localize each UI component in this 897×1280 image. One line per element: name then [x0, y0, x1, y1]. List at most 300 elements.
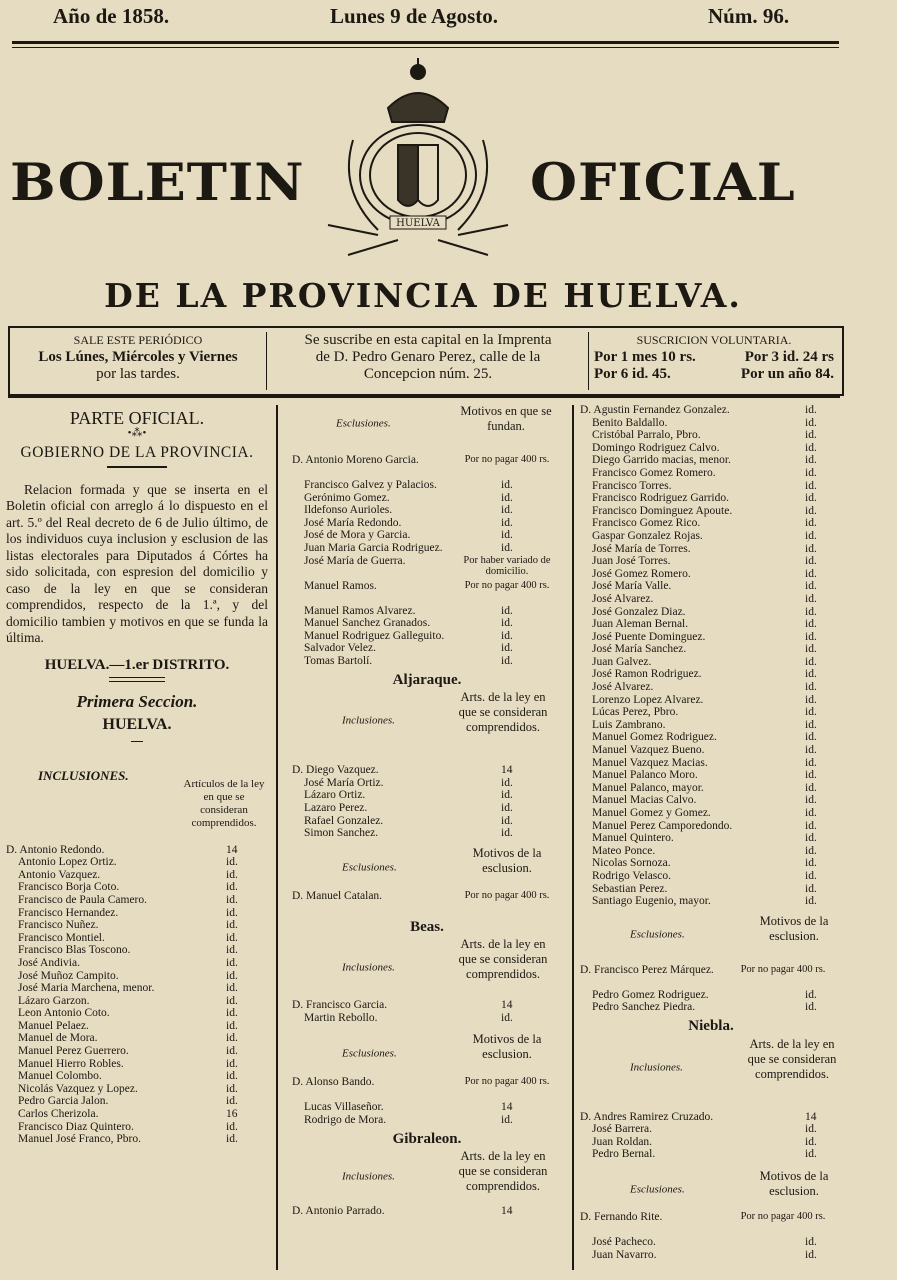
huelva-inclusiones-list: [6, 844, 268, 1146]
title-right: OFICIAL: [530, 151, 796, 213]
person-name: Tomas Bartolí.: [304, 654, 373, 667]
person-name: José María de Torres.: [592, 542, 691, 555]
person-name: Francisco Borja Coto.: [18, 881, 120, 894]
list-item: [580, 1111, 842, 1124]
list-item: [580, 568, 842, 581]
intro-paragraph: Relacion formada y que se inserta en el Boletin oficial con arreglo á lo dispuesto en el art. 5.º del Real decreto de 6 de Julio último, de los individuos cuya inclusion y esclusion de las listas electorales para Diputados á Córtes ha sido solicitada, con espresion del domicilio y caso de la ley en que se consideran comprendidos, respecto de la 1.ª, y del domicilio tambien y motivos en que se funda la última.: [6, 481, 268, 646]
person-name: Manuel José Franco, Pbro.: [18, 1133, 141, 1146]
esclusiones-header: [580, 914, 842, 956]
list-item: [580, 782, 842, 795]
list-item: [6, 932, 268, 945]
gobierno-heading: GOBIERNO DE LA PROVINCIA.: [20, 444, 254, 462]
info-mid-line: de D. Pedro Genaro Perez, calle de la: [315, 349, 541, 365]
person-name: Pedro Sanchez Piedra.: [592, 1001, 696, 1014]
reference: id.: [501, 1114, 513, 1127]
list-item: [6, 869, 268, 882]
person-name: Juan Maria Garcia Rodriguez.: [304, 541, 443, 554]
reference: id.: [501, 629, 513, 642]
info-left-line: Los Lúnes, Miércoles y Viernes: [38, 349, 238, 365]
person-name: Francisco Torres.: [592, 479, 672, 492]
list-item: [292, 529, 562, 542]
list-item: [6, 995, 268, 1008]
list-item: [580, 794, 842, 807]
reference: id.: [226, 856, 238, 869]
person-name: José María de Guerra.: [304, 554, 406, 567]
reference: Por no pagar 400 rs.: [464, 889, 550, 901]
reference: 14: [805, 1110, 817, 1123]
person-name: José Ramon Rodriguez.: [592, 668, 702, 681]
esclusiones-note: Motivos de la esclusion.: [759, 1168, 829, 1198]
person-name: Antonio Vazquez.: [18, 868, 101, 881]
parte-oficial-heading: PARTE OFICIAL.: [69, 408, 205, 428]
list-item: [580, 1001, 842, 1014]
person-name: Pedro Gomez Rodriguez.: [592, 988, 709, 1001]
list-item: [6, 1045, 268, 1058]
seccion-heading: Primera Seccion.: [76, 692, 198, 712]
price: Por 1 mes 10 rs.: [594, 349, 696, 365]
person-name: Manuel Vazquez Bueno.: [592, 744, 705, 757]
esclusiones-label: Esclusiones.: [630, 1183, 685, 1196]
reference: id.: [805, 756, 817, 769]
list-item: [580, 857, 842, 870]
list-item: [580, 820, 842, 833]
reference: Por no pagar 400 rs.: [464, 579, 550, 591]
person-name: José María Sanchez.: [592, 643, 687, 656]
ornament: •⁂•: [127, 426, 147, 439]
person-name: Santiago Eugenio, mayor.: [592, 895, 711, 908]
esclusiones-header: [292, 404, 562, 444]
reference: id.: [226, 1057, 238, 1070]
reference: id.: [501, 654, 513, 667]
list-item: [580, 744, 842, 757]
reference: id.: [501, 479, 513, 491]
inclusiones-note: Arts. de la ley en que se consideran comprendidos.: [458, 690, 548, 735]
reference: id.: [226, 931, 238, 944]
reference: id.: [501, 529, 513, 542]
person-name: Manuel Macias Calvo.: [592, 794, 697, 807]
list-item: [580, 442, 842, 455]
reference: id.: [226, 1095, 238, 1108]
huelva-heading: HUELVA.: [102, 715, 172, 733]
list-item: [580, 593, 842, 606]
person-name: Francisco Rodriguez Garrido.: [592, 492, 730, 505]
column-3: [580, 404, 842, 1261]
list-item: [292, 655, 562, 668]
list-item: [580, 895, 842, 908]
reference: id.: [805, 492, 817, 505]
list-item: [292, 1101, 562, 1114]
list-item: [580, 505, 842, 518]
list-item: [6, 970, 268, 983]
reference: id.: [226, 956, 238, 969]
box-bottom-rule: [8, 396, 840, 398]
person-name: Nicolás Vazquez y Lopez.: [18, 1082, 138, 1095]
esclusiones-header: [580, 1169, 842, 1211]
column-1: [6, 404, 268, 1146]
reference: id.: [501, 642, 513, 655]
reference: id.: [805, 454, 817, 467]
aljaraque-inclusiones-list: [292, 764, 562, 840]
divider: [107, 466, 167, 468]
reference: id.: [501, 1011, 513, 1024]
reference: id.: [805, 618, 817, 631]
person-name: Manuel de Mora.: [18, 1032, 98, 1045]
person-name: Francisco Diaz Quintero.: [18, 1120, 134, 1133]
info-mid-line: Se suscribe en esta capital en la Imprenta: [304, 332, 552, 348]
list-item: [580, 631, 842, 644]
list-item: [580, 517, 842, 530]
person-name: José Barrera.: [592, 1123, 653, 1136]
reference: id.: [805, 744, 817, 757]
esclusiones-label: Esclusiones.: [630, 928, 685, 941]
person-name: D. Fernando Rite.: [580, 1210, 663, 1223]
town-aljaraque: Aljaraque.: [392, 671, 462, 688]
reference: id.: [805, 1248, 817, 1261]
inclusiones-label: Inclusiones.: [342, 961, 395, 974]
person-name: Lucas Villaseñor.: [304, 1101, 384, 1114]
person-name: Pedro Garcia Jalon.: [18, 1095, 109, 1108]
person-name: Francisco Hernandez.: [18, 906, 119, 919]
column-rule: [572, 405, 574, 1270]
person-name: Sebastian Perez.: [592, 882, 668, 895]
niebla-esclusiones-list: [580, 1211, 842, 1261]
list-item: [580, 606, 842, 619]
reference: id.: [805, 580, 817, 593]
reference: id.: [805, 895, 817, 908]
person-name: D. Antonio Parrado.: [292, 1205, 385, 1218]
person-name: Francisco Blas Toscono.: [18, 944, 131, 957]
reference: id.: [226, 893, 238, 906]
reference: id.: [501, 827, 513, 840]
list-item: [6, 894, 268, 907]
list-item: [6, 907, 268, 920]
list-item: [580, 769, 842, 782]
info-left-line: por las tardes.: [96, 366, 180, 382]
person-name: Lázaro Garzon.: [18, 994, 90, 1007]
person-name: D. Antonio Moreno Garcia.: [292, 454, 419, 466]
reference: Por no pagar 400 rs.: [740, 1210, 826, 1222]
person-name: D. Manuel Catalan.: [292, 889, 383, 902]
list-item: [580, 643, 842, 656]
list-item: [292, 777, 562, 790]
top-rule-thin: [12, 47, 839, 48]
reference: id.: [805, 655, 817, 668]
reference: id.: [226, 994, 238, 1007]
person-name: Carlos Cherizola.: [18, 1108, 99, 1121]
title-left: BOLETIN: [10, 151, 305, 213]
reference: id.: [805, 731, 817, 744]
person-name: Juan Navarro.: [592, 1248, 657, 1261]
reference: id.: [805, 844, 817, 857]
list-item: [580, 757, 842, 770]
list-item: [580, 883, 842, 896]
reference: 14: [501, 1101, 513, 1114]
subtitle: DE LA PROVINCIA DE HUELVA.: [104, 276, 742, 315]
list-item: [292, 1205, 562, 1218]
coat-of-arms-icon: [318, 50, 518, 265]
list-item: [6, 1032, 268, 1045]
person-name: Manuel Rodriguez Galleguito.: [304, 629, 445, 642]
list-item: [292, 764, 562, 777]
esclusiones-note: Motivos en que se fundan.: [460, 404, 552, 433]
list-item: [580, 706, 842, 719]
person-name: Rodrigo de Mora.: [304, 1114, 387, 1127]
person-name: Francisco de Paula Camero.: [18, 893, 148, 906]
reference: id.: [805, 832, 817, 845]
column-rule: [276, 405, 278, 1270]
reference: 14: [501, 764, 513, 777]
reference: id.: [226, 969, 238, 982]
reference: id.: [805, 441, 817, 454]
reference: Por no pagar 400 rs.: [464, 1076, 550, 1088]
list-item: [580, 668, 842, 681]
inclusiones-note: Arts. de la ley en que se consideran comprendidos.: [458, 1149, 548, 1194]
reference: 14: [501, 1205, 513, 1218]
town-beas: Beas.: [410, 918, 444, 935]
reference: id.: [805, 794, 817, 807]
list-item: [6, 944, 268, 957]
person-name: Manuel Gomez y Gomez.: [592, 807, 711, 819]
crest-word: HUELVA: [396, 218, 440, 229]
reference: id.: [805, 567, 817, 580]
reference: Por no pagar 400 rs.: [464, 454, 550, 465]
list-item: [292, 1012, 562, 1025]
reference: id.: [805, 592, 817, 605]
list-item: [6, 957, 268, 970]
esclusiones-label: Esclusiones.: [336, 417, 391, 430]
inclusiones-label: Inclusiones.: [630, 1061, 683, 1074]
issue-number: Núm. 96.: [708, 4, 790, 28]
person-name: Juan Aleman Bernal.: [592, 618, 689, 631]
reference: id.: [805, 869, 817, 882]
reference: id.: [805, 718, 817, 731]
list-item: [580, 681, 842, 694]
reference: id.: [805, 404, 817, 416]
person-name: Diego Garrido macias, menor.: [592, 454, 731, 467]
list-item: [6, 1058, 268, 1071]
beas-inclusiones-list: [292, 999, 562, 1024]
list-item: [6, 1070, 268, 1083]
list-item: [292, 999, 562, 1012]
beas-esclusiones-list: [292, 1076, 562, 1126]
list-item: [580, 870, 842, 883]
list-item: [580, 964, 842, 989]
list-item: [580, 1211, 842, 1236]
price: Por 6 id. 45.: [594, 366, 671, 382]
reference: id.: [226, 982, 238, 995]
person-name: Gerónimo Gomez.: [304, 491, 390, 504]
person-name: Cristóbal Parralo, Pbro.: [592, 429, 701, 442]
person-name: José Alvarez.: [592, 592, 654, 605]
issue-date: Lunes 9 de Agosto.: [330, 4, 499, 28]
list-item: [292, 617, 562, 630]
reference: id.: [805, 504, 817, 517]
person-name: José Alvarez.: [592, 681, 654, 694]
person-name: Manuel Ramos Alvarez.: [304, 604, 416, 617]
distrito-heading: HUELVA.—1.er DISTRITO.: [44, 656, 230, 673]
reference: id.: [226, 1082, 238, 1095]
reference: id.: [805, 416, 817, 429]
list-item: [580, 492, 842, 505]
reference: id.: [805, 988, 817, 1001]
list-item: [6, 1007, 268, 1020]
person-name: Simon Sanchez.: [304, 827, 379, 840]
reference: id.: [226, 1070, 238, 1083]
huelva-esclusiones-list: [292, 454, 562, 668]
inclusiones-note: Arts. de la ley en que se consideran comprendidos.: [747, 1036, 837, 1081]
inclusiones-label: Inclusiones.: [342, 1170, 395, 1183]
person-name: Manuel Pelaez.: [18, 1019, 89, 1032]
list-item: [292, 555, 562, 580]
list-item: [292, 789, 562, 802]
person-name: José María Redondo.: [304, 516, 402, 529]
reference: id.: [805, 605, 817, 618]
person-name: Francisco Dominguez Apoute.: [592, 504, 733, 517]
reference: id.: [226, 944, 238, 957]
list-item: [580, 1236, 842, 1249]
town-gibraleon: Gibraleon.: [392, 1130, 462, 1147]
inclusiones-label: INCLUSIONES.: [38, 767, 129, 783]
person-name: Francisco Gomez Rico.: [592, 517, 701, 530]
list-item: [292, 1114, 562, 1127]
inclusiones-note: Artículos de la ley en que se consideran comprendidos.: [183, 777, 265, 829]
list-item: [6, 844, 268, 857]
reference: 14: [226, 843, 238, 856]
list-item: [6, 1020, 268, 1033]
inclusiones-label: Inclusiones.: [342, 714, 395, 727]
info-box: [8, 326, 844, 396]
esclusiones-label: Esclusiones.: [342, 861, 397, 874]
person-name: Manuel Palanco, mayor.: [592, 781, 704, 794]
list-item: [580, 1249, 842, 1262]
person-name: Martin Rebollo.: [304, 1011, 378, 1024]
person-name: Leon Antonio Coto.: [18, 1007, 110, 1020]
reference: id.: [501, 604, 513, 617]
person-name: Manuel Gomez Rodriguez.: [592, 731, 717, 744]
list-item: [580, 417, 842, 430]
aljaraque-esclusiones-list: [292, 890, 562, 915]
person-name: Francisco Montiel.: [18, 931, 105, 944]
list-item: [292, 642, 562, 655]
list-item: [580, 989, 842, 1002]
list-item: [6, 1083, 268, 1096]
reference: id.: [805, 1135, 817, 1148]
gibraleon-inclusiones-continued: [580, 404, 842, 908]
box-divider: [266, 332, 267, 390]
info-prices: [594, 332, 834, 390]
person-name: Manuel Colombo.: [18, 1070, 102, 1083]
person-name: D. Francisco Perez Márquez.: [580, 963, 714, 976]
reference: id.: [226, 1120, 238, 1133]
person-name: D. Diego Vazquez.: [292, 764, 379, 777]
esclusiones-note: Motivos de la esclusion.: [759, 913, 829, 943]
reference: id.: [501, 491, 513, 504]
person-name: D. Agustin Fernandez Gonzalez.: [580, 404, 730, 416]
reference: id.: [805, 1148, 817, 1161]
price: Por un año 84.: [740, 366, 834, 382]
list-item: [6, 856, 268, 869]
reference: id.: [805, 643, 817, 656]
esclusiones-note: Motivos de la esclusion.: [472, 845, 542, 875]
reference: 14: [501, 999, 513, 1012]
person-name: Domingo Rodriguez Calvo.: [592, 441, 720, 454]
person-name: Nicolas Sornoza.: [592, 857, 671, 870]
info-left-line: SALE ESTE PERIÓDICO: [73, 333, 203, 347]
list-item: [6, 1121, 268, 1134]
person-name: Francisco Nuñez.: [18, 919, 99, 932]
list-item: [580, 719, 842, 732]
list-item: [6, 881, 268, 894]
reference: id.: [805, 857, 817, 870]
esclusiones-header: [292, 846, 562, 890]
list-item: [292, 1076, 562, 1101]
reference: id.: [805, 681, 817, 694]
reference: id.: [805, 517, 817, 530]
reference: id.: [226, 1019, 238, 1032]
reference: id.: [805, 479, 817, 492]
person-name: Pedro Bernal.: [592, 1148, 656, 1161]
list-item: [580, 656, 842, 669]
box-divider: [588, 332, 589, 390]
reference: id.: [805, 630, 817, 643]
reference: id.: [805, 542, 817, 555]
esclusiones-note: Motivos de la esclusion.: [472, 1032, 542, 1062]
list-item: [580, 580, 842, 593]
list-item: [580, 845, 842, 858]
inclusiones-header: [292, 1149, 562, 1205]
price: Por 3 id. 24 rs: [744, 349, 834, 365]
list-item: [580, 480, 842, 493]
person-name: Manuel Hierro Robles.: [18, 1057, 124, 1070]
list-item: [292, 517, 562, 530]
list-item: [580, 694, 842, 707]
inclusiones-header: [292, 937, 562, 999]
list-item: [292, 542, 562, 555]
list-item: [292, 827, 562, 840]
list-item: [292, 802, 562, 815]
reference: id.: [501, 617, 513, 630]
person-name: Rodrigo Velasco.: [592, 869, 672, 882]
person-name: Manuel Quintero.: [592, 832, 674, 845]
list-item: [6, 1095, 268, 1108]
list-item: [580, 1123, 842, 1136]
list-item: [6, 1133, 268, 1146]
reference: Por no pagar 400 rs.: [740, 963, 826, 975]
reference: id.: [501, 814, 513, 827]
list-item: [6, 982, 268, 995]
person-name: Manuel Perez Guerrero.: [18, 1045, 129, 1058]
list-item: [580, 731, 842, 744]
reference: id.: [226, 1045, 238, 1058]
person-name: D. Antonio Redondo.: [6, 843, 105, 856]
reference: id.: [805, 819, 817, 832]
list-item: [580, 454, 842, 467]
person-name: José de Mora y Garcia.: [304, 529, 411, 542]
reference: id.: [501, 776, 513, 789]
person-name: Juan Roldan.: [592, 1135, 653, 1148]
inclusiones-header: [6, 756, 268, 844]
divider: [109, 677, 165, 682]
info-publication: [14, 332, 262, 390]
person-name: José Pacheco.: [592, 1235, 656, 1248]
person-name: Juan José Torres.: [592, 555, 671, 568]
list-item: [580, 807, 842, 820]
reference: id.: [501, 504, 513, 517]
person-name: José María Ortiz.: [304, 776, 384, 789]
reference: id.: [805, 529, 817, 542]
reference: id.: [805, 693, 817, 706]
gibraleon-inclusiones-list: [292, 1205, 562, 1218]
